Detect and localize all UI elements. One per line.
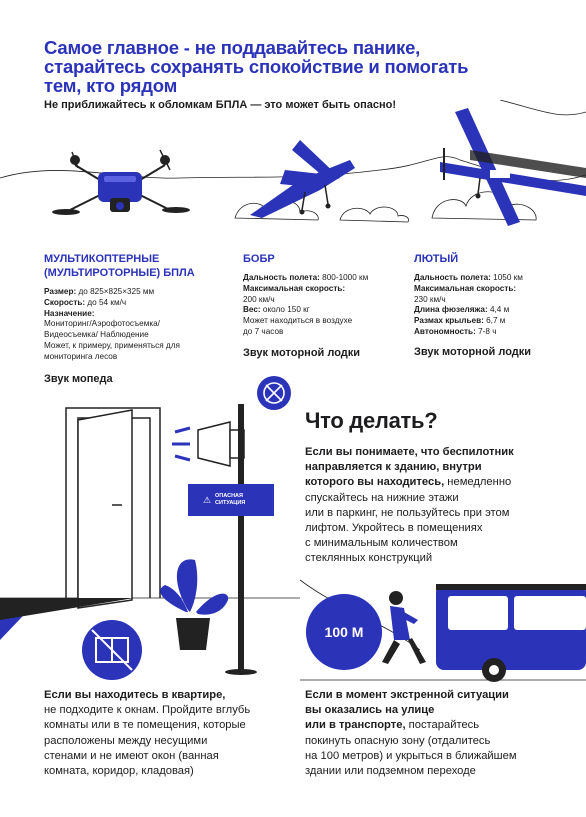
- advice-text: не подходите к окнам. Пройдите вглубь: [44, 704, 251, 717]
- advice-text: немедленно: [444, 476, 512, 489]
- advice-text: или в транспорте,: [305, 719, 406, 732]
- advice-text: Если в момент экстренной ситуации: [305, 689, 509, 701]
- advice-text: Если вы находитесь в квартире,: [44, 689, 226, 701]
- drone-sound: Звук моторной лодки: [414, 345, 532, 358]
- sign-text: ОПАСНАЯ СИТУАЦИЯ: [215, 493, 246, 506]
- spec-value: 6,7 м: [483, 316, 506, 326]
- advice-text: или в паркинг, не пользуйтесь при этом: [305, 506, 510, 519]
- spec-label: Дальность полета:: [414, 273, 491, 282]
- drone-name: МУЛЬТИКОПТЕРНЫЕ: [44, 253, 160, 265]
- page-title: Самое главное - не поддавайтесь панике, старайтесь сохранять спокойствие и помогать тем, кто рядом: [44, 37, 469, 96]
- spec-label: Длина фюзеляжа:: [414, 305, 488, 315]
- drone-name: ЛЮТЫЙ: [414, 253, 459, 265]
- advice-text: лифтом. Укройтесь в помещениях: [305, 522, 483, 535]
- lyuty-drone-icon: [440, 108, 586, 226]
- advice-text: спускайтесь на нижние этажи: [305, 491, 459, 504]
- spec-label: Дальность полета:: [243, 273, 320, 282]
- street-advice: [305, 688, 580, 779]
- spec-label: Скорость:: [44, 297, 86, 307]
- spec-value: Может находиться в воздухе: [243, 316, 353, 326]
- distance-badge: 100 М: [306, 594, 382, 670]
- advice-text: комнаты или в те помещения, которые: [44, 719, 246, 732]
- spec-label: Размер:: [44, 287, 77, 296]
- drone-sound: Звук мопеда: [44, 372, 113, 385]
- advice-text: покинуть опасную зону (отдалитесь: [305, 734, 491, 747]
- spec-value: до 825×825×325 мм: [76, 287, 155, 296]
- advice-text: Если вы понимаете, что беспилотник: [305, 446, 514, 458]
- running-person-icon: [382, 591, 426, 664]
- spec-value: 1050 км: [490, 273, 523, 282]
- advice-text: комната, коридор, кладовая): [44, 765, 194, 778]
- multicopter-info: [44, 252, 229, 385]
- section-title: Что делать?: [305, 408, 438, 433]
- spec-label: Размах крыльев:: [414, 316, 484, 326]
- spec-value: мониторинга лесов: [44, 351, 118, 361]
- bobr-info: [243, 252, 403, 359]
- spec-value: Мониторинг/Аэрофотосъемка/: [44, 319, 160, 329]
- advice-text: вы оказались на улице: [305, 704, 435, 717]
- bobr-drone-icon: [250, 140, 355, 218]
- drones-illustration: [0, 100, 586, 250]
- megaphone-icon: [172, 422, 244, 466]
- spec-value: Может, к примеру, применяться для: [44, 340, 180, 350]
- lyuty-info: [414, 252, 579, 358]
- spec-value: до 54 км/ч: [85, 297, 127, 307]
- advice-text: которого вы находитесь,: [305, 476, 445, 489]
- multicopter-drone-icon: [52, 150, 190, 215]
- warning-icon: ⚠: [202, 494, 212, 505]
- drone-sound: Звук моторной лодки: [243, 346, 361, 359]
- advice-text: здании или подземном переходе: [305, 765, 476, 778]
- plant-icon: [160, 559, 228, 650]
- drone-name: (МУЛЬТИРОТОРНЫЕ) БПЛА: [44, 267, 195, 279]
- door-icon: [66, 408, 160, 608]
- advice-text: расположены между несущими: [44, 734, 208, 747]
- spec-label: Максимальная скорость:: [243, 283, 346, 293]
- danger-sign: [188, 484, 274, 516]
- advice-text: направляется к зданию, внутри: [305, 461, 482, 474]
- spec-value: около 150 кг: [260, 305, 310, 315]
- advice-text: на 100 метров) и укрыться в ближайшем: [305, 749, 517, 762]
- spec-value: 7-8 ч: [475, 326, 497, 336]
- advice-text: постарайтесь: [405, 719, 480, 732]
- drone-name: БОБР: [243, 253, 275, 265]
- warning-text: Не приближайтесь к обломкам БПЛА — это может быть опасно!: [44, 99, 396, 111]
- building-advice: [305, 445, 575, 567]
- no-window-icon: [82, 620, 142, 680]
- spec-value: Видеосъемка/ Наблюдение: [44, 330, 149, 340]
- spec-value: 200 км/ч: [243, 294, 275, 304]
- spec-label: Максимальная скорость:: [414, 283, 517, 293]
- advice-text: стенами и не имеют окон (ванная: [44, 749, 219, 762]
- bus-icon: [436, 584, 586, 682]
- spec-value: 800-1000 км: [319, 273, 369, 282]
- spec-label: Назначение:: [44, 308, 95, 318]
- no-drone-icon: [257, 376, 291, 410]
- spec-label: Вес:: [243, 305, 261, 315]
- spec-value: до 7 часов: [243, 326, 284, 336]
- advice-text: с минимальным количеством: [305, 537, 458, 550]
- spec-label: Автономность:: [414, 326, 476, 336]
- apartment-advice: [44, 688, 294, 779]
- advice-text: стеклянных конструкций: [305, 552, 433, 565]
- spec-value: 4,4 м: [487, 305, 510, 315]
- spec-value: 230 км/ч: [414, 294, 446, 304]
